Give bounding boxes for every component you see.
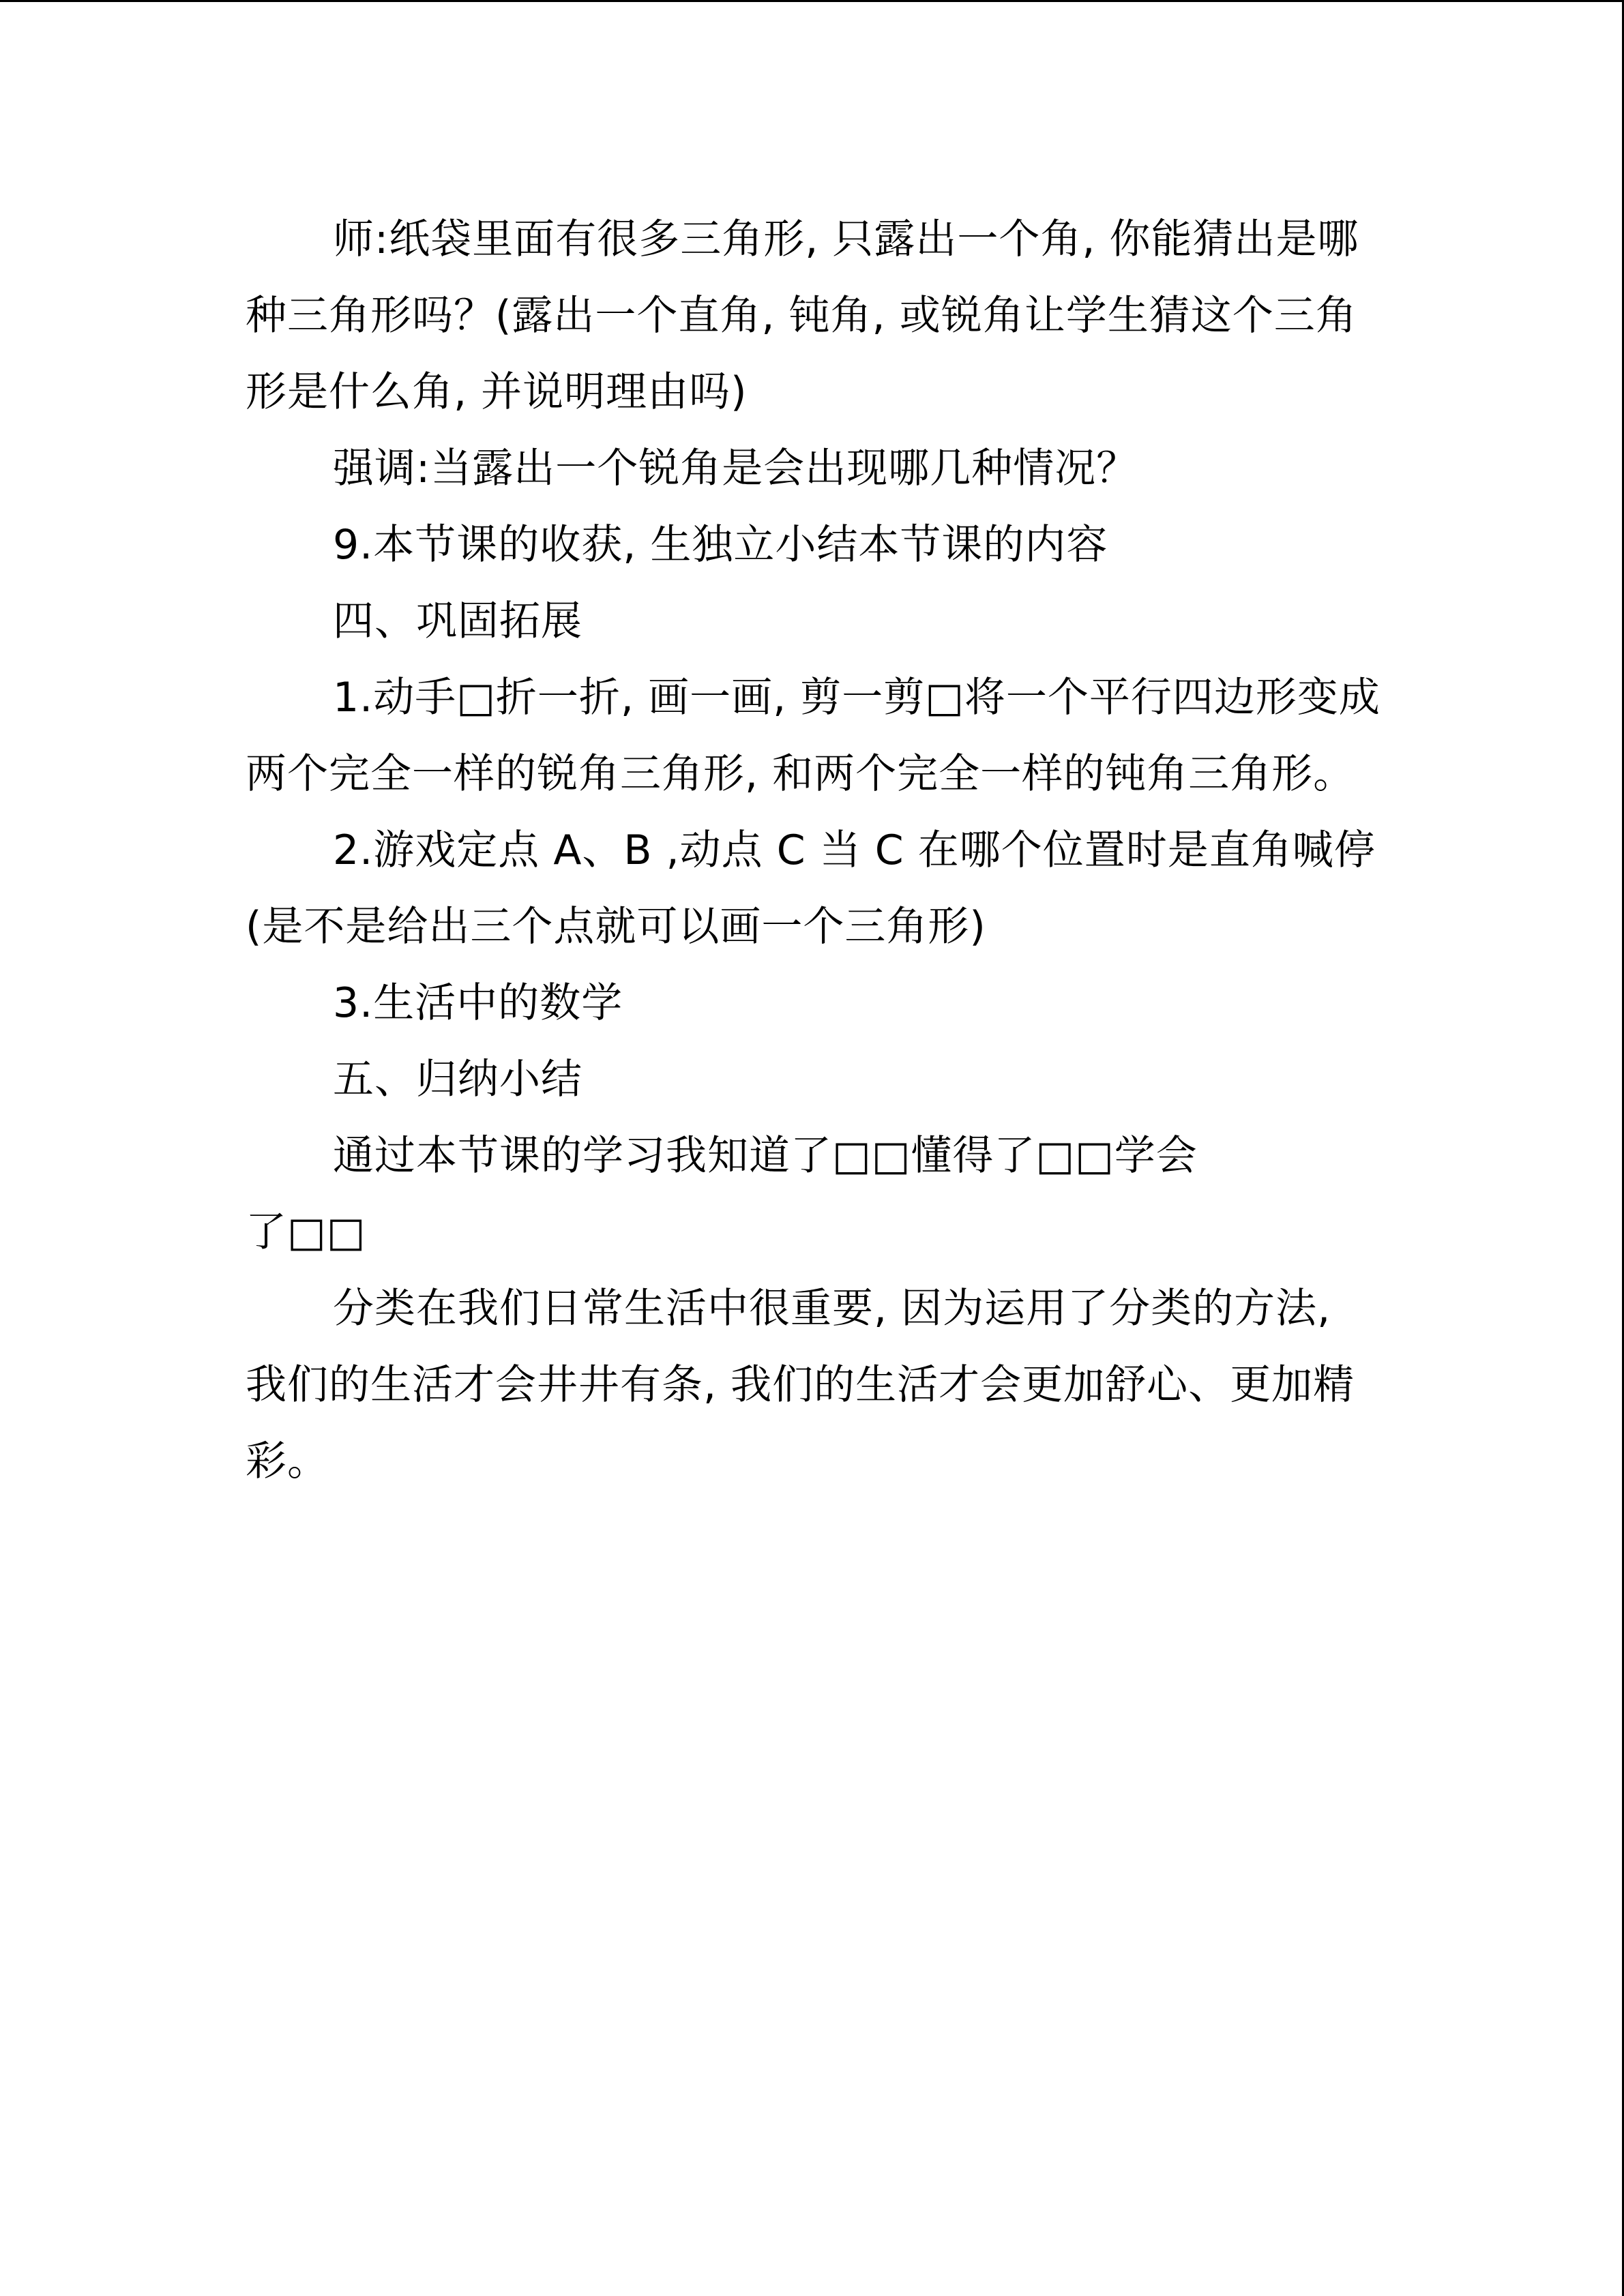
paragraph-classification: 分类在我们日常生活中很重要, 因为运用了分类的方法, 我们的生活才会井井有条, 我们的生活才会更加舒心、更加精彩。	[246, 1285, 1355, 1485]
paragraph-summary-line-2: 了□□	[246, 1208, 366, 1256]
section-heading-consolidate: 四、巩固拓展	[333, 597, 582, 645]
paragraph-exercise-1: 1.动手□折一折, 画一画, 剪一剪□将一个平行四边形变成两个完全一样的锐角三角形, 和两个完全一样的钝角三角形。	[246, 674, 1381, 798]
document-body	[246, 201, 1385, 1500]
paragraph-exercise-3: 3.生活中的数学	[333, 979, 623, 1027]
paragraph-summary-line-1: 通过本节课的学习我知道了□□懂得了□□学会	[333, 1132, 1198, 1180]
paragraph-guess-triangle: 师:纸袋里面有很多三角形, 只露出一个角, 你能猜出是哪种三角形吗？(露出一个直角, 钝角, 或锐角让学生猜这个三角形是什么角, 并说明理由吗)	[246, 215, 1359, 416]
paragraph-lesson-gains: 9.本节课的收获, 生独立小结本节课的内容	[333, 521, 1108, 569]
paragraph-exercise-2: 2.游戏定点 A、B ,动点 C 当 C 在哪个位置时是直角喊停(是不是给出三个点就可以画一个三角形)	[246, 826, 1376, 951]
section-heading-summary: 五、归纳小结	[333, 1056, 582, 1103]
paragraph-emphasis: 强调:当露出一个锐角是会出现哪几种情况？	[333, 445, 1138, 492]
